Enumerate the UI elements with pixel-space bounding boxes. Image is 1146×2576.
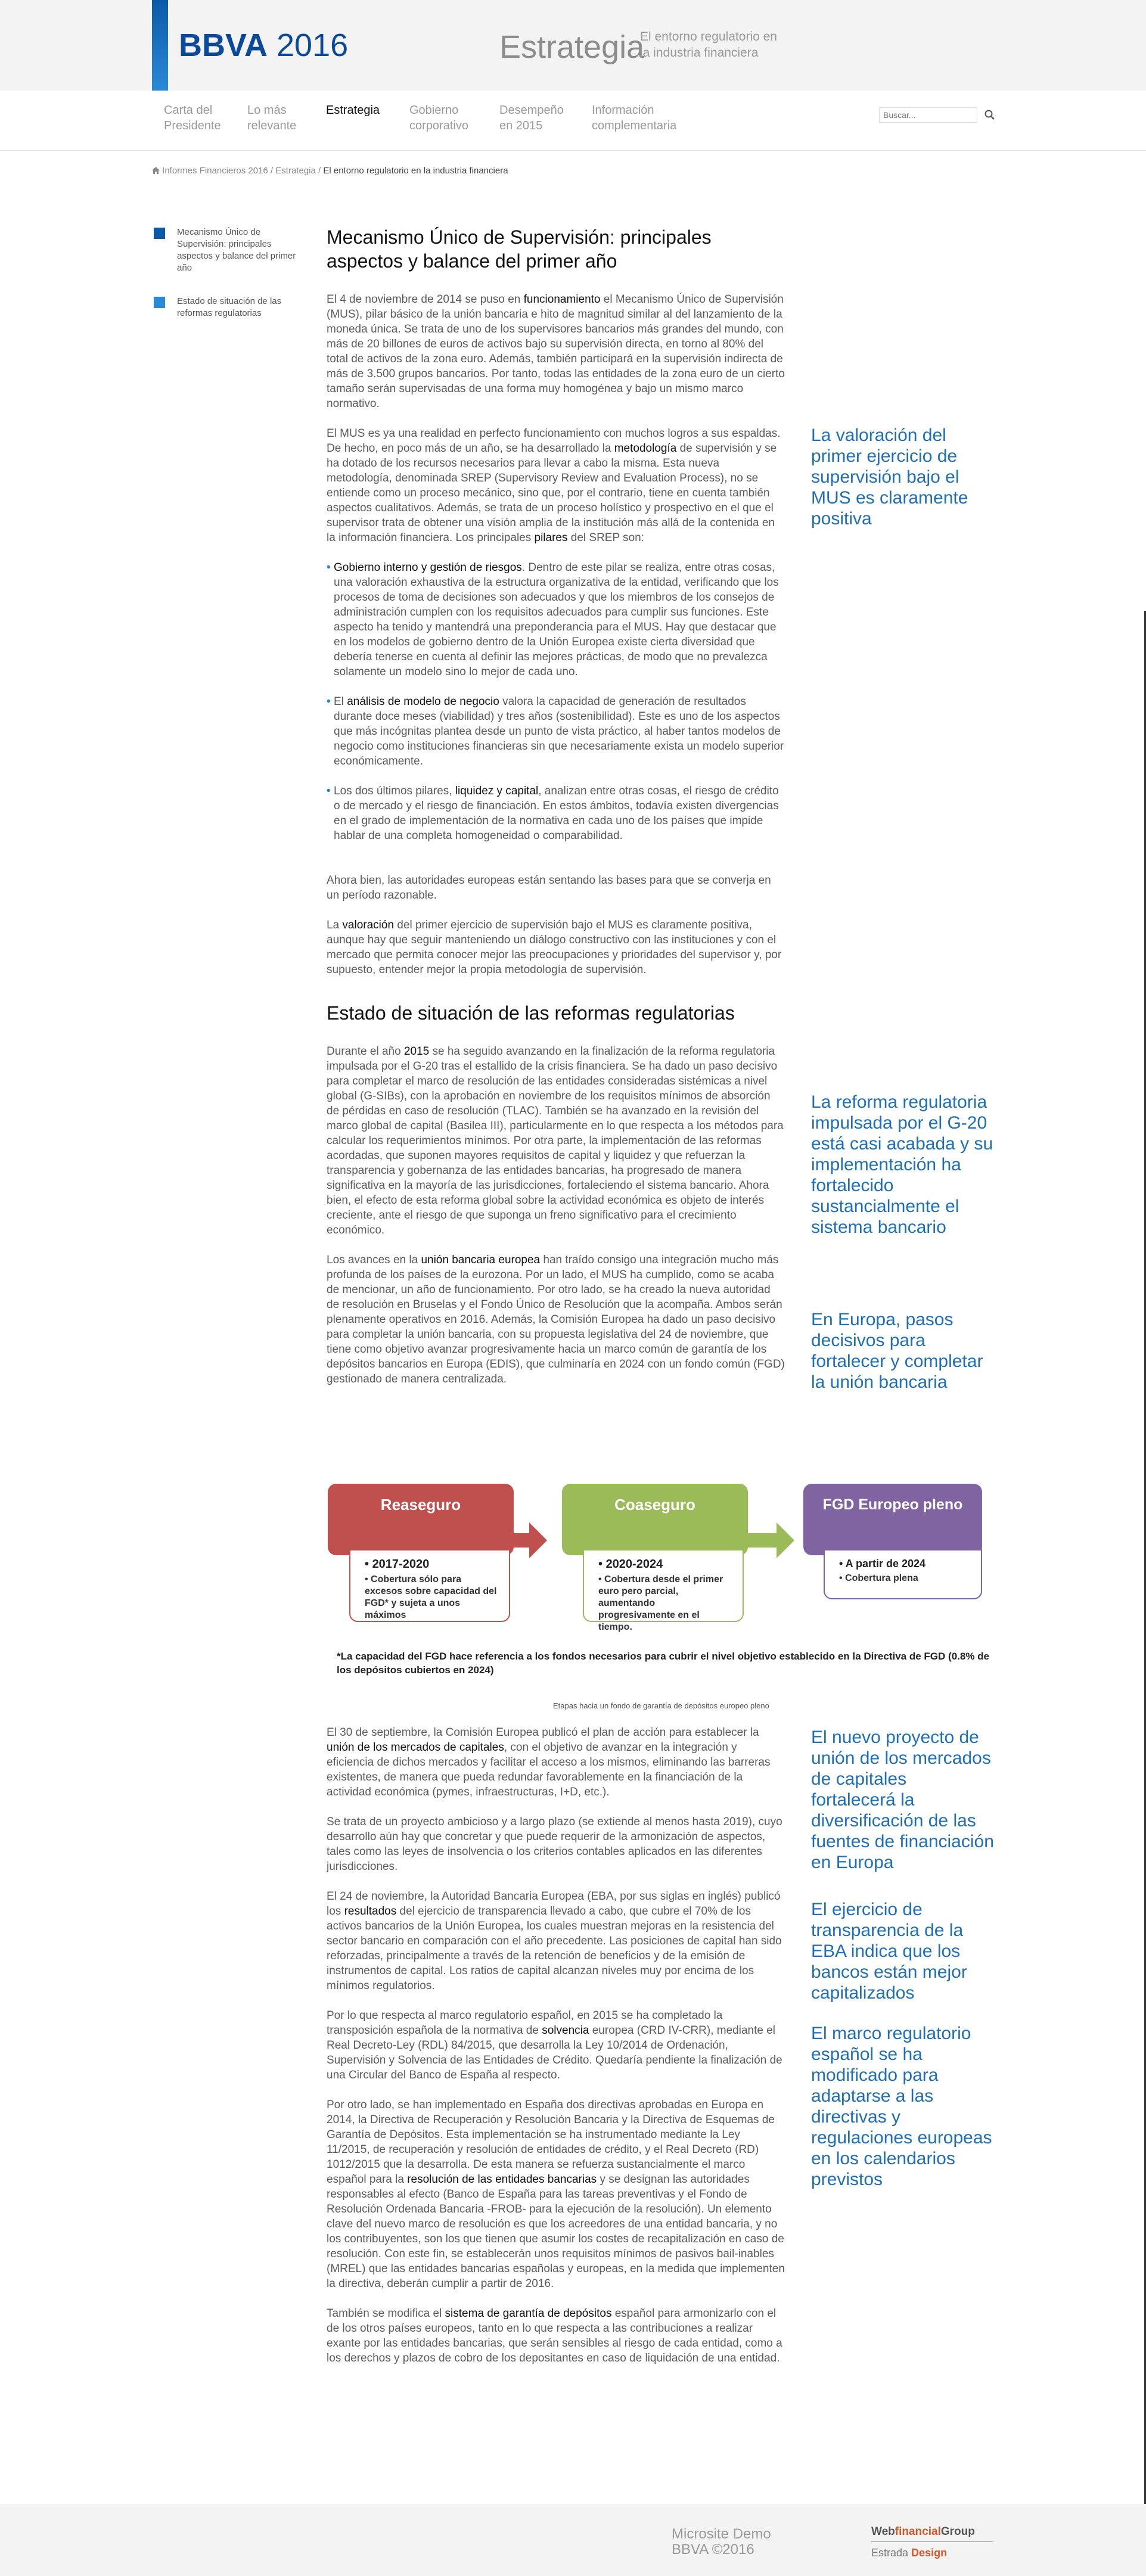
stage-desc: • Cobertura plena — [839, 1573, 973, 1584]
footer-copyright: Microsite Demo BBVA ©2016 — [672, 2526, 771, 2558]
breadcrumb-current: El entorno regulatorio en la industria financiera — [323, 166, 508, 176]
pull-quote: En Europa, pasos decisivos para fortalecer y completar la unión bancaria — [811, 1310, 983, 1392]
sidebar-item-reformas[interactable] — [152, 296, 307, 319]
nav-item-relevante[interactable]: Lo más relevante — [247, 104, 297, 132]
pull-quote: La reforma regulatoria impulsada por el G-20 está casi acabada y su implementación ha fortalecido sustancialmente el sistema bancario — [811, 1092, 993, 1237]
nav-item-estrategia[interactable]: Estrategia — [326, 104, 380, 117]
stage-desc: • Cobertura sólo para excesos sobre capacidad del FGD* y sujeta a unos máximos — [365, 1574, 501, 1621]
stage-years: • 2020-2024 — [598, 1558, 734, 1571]
paragraph: Por otro lado, se han implementado en España dos directivas aprobadas en Europa en 2014, la Directiva de Recuperación y Resolución Bancaria y la Directiva de Esquemas de Garantía de Depósitos. Esta implementación se ha instrumentado mediante la Ley 11/2015, de recuperación y resolución de entidades de crédito, y el Real Decreto (RD) 1012/2015 que la desarrolla. De esta manera se refuerza sustancialmente el marco español para la resolución de las entidades bancarias y se designan las autoridades responsables al efecto (Banco de España para las tareas preventivas y el Fondo de Resolución Ordenada Bancaria -FROB- para la ejecución de la resolución). Un elemento clave del nuevo marco de resolución es que los acreedores de una entidad bancaria, y no los contribuyentes, son los que tienen que asumir los costes de recapitalización en caso de resolución. Con este fin, se establecerán unos requisitos mínimos de pasivos bail-inables (MREL) que las entidades bancarias españolas y europeas, en la medida que implementen la directiva, deberán cumplir a partir de 2016. — [327, 2099, 785, 2290]
paragraph: El MUS es ya una realidad en perfecto funcionamiento con muchos logros a sus espaldas. De hecho, en poco más de un año, se ha desarrollado la metodología de supervisión y se ha dotado de los recursos necesarios para llevar a cabo la misma. Esta nueva metodología, denominada SREP (Supervisory Review and Evaluation Process), no se entiende como un proceso mecánico, sino que, por el contrario, tiene en cuenta también aspectos cualitativos. Además, se trata de un proceso holístico y prospectivo en el que el supervisor trata de obtener una visión amplia de la institución más allá de la contenida en la información financiera. Los principales pilares del SREP son: — [327, 427, 781, 544]
stage-title: Coaseguro — [614, 1496, 695, 1514]
sidebar-item-label: Estado de situación de las reformas regulatorias — [177, 296, 282, 318]
breadcrumb — [152, 166, 508, 176]
pull-quote: El ejercicio de transparencia de la EBA indica que los bancos están mejor capitalizados — [811, 1900, 967, 2003]
section-heading-reformas: Estado de situación de las reformas regulatorias — [327, 1002, 735, 1024]
paragraph: El 4 de noviembre de 2014 se puso en funcionamiento el Mecanismo Único de Supervisión (MUS), pilar básico de la unión bancaria e hito de magnitud similar al del lanzamiento de la moneda única. Se trata de uno de los supervisores bancarios más grandes del mundo, con más de 20 billones de euros de activos bajo su supervisión directa, en torno al 80% del total de activos de la zona euro. Además, también participará en la supervisión indirecta de más de 3.500 grupos bancarios. Por tanto, todas las entidades de la zona euro de un cierto tamaño serán supervisadas de una forma muy homogénea y bajo un mismo marco normativo. — [327, 293, 785, 410]
sidebar-item-label: Mecanismo Único de Supervisión: principales aspectos y balance del primer año — [177, 227, 296, 273]
stage-years: • A partir de 2024 — [839, 1558, 973, 1570]
stage-coaseguro — [562, 1484, 748, 1555]
site-footer — [0, 2504, 1146, 2576]
nav-item-informacion[interactable]: Información complementaria — [592, 104, 677, 132]
search-button[interactable] — [982, 107, 998, 123]
home-icon — [152, 167, 160, 174]
paragraph: Se trata de un proyecto ambicioso y a largo plazo (se extiende al menos hasta 2019), cuyo desarrollo aún hay que concretar y que puede requerir de la armonización de aspectos, tales como las leyes de insolvencia o los criterios contables aplicados en las diferentes jurisdicciones. — [327, 1816, 782, 1873]
stage-fgd-pleno — [803, 1484, 982, 1555]
stage-coaseguro-box — [583, 1549, 744, 1632]
paragraph: Ahora bien, las autoridades europeas están sentando las bases para que se converja en un período razonable. — [327, 874, 771, 902]
list-item: • Gobierno interno y gestión de riesgos. Dentro de este pilar se realiza, entre otras cosas, una valoración exhaustiva de la estructura organizativa de la entidad, verificando que los procesos de toma de decisiones son adecuados y que los miembros de los consejos de administración cumplen con los requisitos adecuados para cumplir sus funciones. Este aspecto ha tenido y mantendrá una preponderancia para el MUS. Hay que destacar que en los modelos de gobierno dentro de la Unión Europea existe cierta diversidad que debería tenerse en cuenta al definir las mejores prácticas, de modo que no prevalezca solamente un modelo sino lo mejor de cada uno. — [327, 560, 785, 679]
paragraph: El 30 de septiembre, la Comisión Europea publicó el plan de acción para establecer la unión de los mercados de capitales, con el objetivo de avanzar en la integración y eficiencia de dichos mercados y facilitar el acceso a los mismos, eliminando las barreras existentes, de manera que pueda redundar favorablemente en la financiación de la actividad económica (pymes, infraestructuras, I+D, etc.). — [327, 1726, 771, 1798]
search-icon — [982, 107, 998, 123]
srep-pillars-list — [327, 560, 785, 843]
webfinancialgroup-logo[interactable]: WebfinancialGroup — [871, 2525, 975, 2538]
nav-item-carta[interactable]: Carta del Presidente — [164, 104, 221, 132]
main-content — [327, 225, 785, 1402]
bbva-logo[interactable]: BBVA 2016 — [179, 27, 349, 63]
sidebar-marker-icon — [154, 228, 165, 239]
list-item: • El análisis de modelo de negocio valora la capacidad de generación de resultados durante doce meses (viabilidad) y tres años (sostenibilidad). Este es uno de los aspectos que más incógnitas plantea desde un punto de vista práctico, al haber tantos modelos de negocio como instituciones financieras sin que necesariamente exista un modelo superior económicamente. — [327, 694, 785, 769]
stage-title: FGD Europeo pleno — [822, 1496, 963, 1513]
edis-stages-diagram — [327, 1484, 1000, 1716]
stage-title: Reaseguro — [380, 1496, 461, 1514]
footer-divider — [871, 2541, 993, 2542]
main-content-continued — [327, 1725, 785, 2381]
section-subtitle: El entorno regulatorio en la industria financiera — [640, 30, 777, 60]
breadcrumb-sep: / — [270, 166, 274, 176]
arrow-right-icon — [499, 1522, 547, 1558]
estrada-design-logo[interactable]: Estrada Design — [871, 2547, 948, 2559]
paragraph: Los avances en la unión bancaria europea han traído consigo una integración mucho más profunda de los países de la eurozona. Por un lado, el MUS ha cumplido, como se acaba de mencionar, un año de funcionamiento. Por otro lado, se ha creado la nueva autoridad de resolución en Bruselas y el Fondo Único de Resolución que la acompaña. Ambos serán plenamente operativos en 2016. Además, la Comisión Europea ha dado un paso decisivo para completar la unión bancaria, con su propuesta legislativa del 24 de noviembre, que tiene como objetivo avanzar progresivamente hacia un marco común de garantía de los depósitos bancarios en Europa (EDIS), que culminaría en 2024 con un fondo común (FGD) gestionado de manera centralizada. — [327, 1254, 785, 1385]
stage-reaseguro-box — [349, 1549, 510, 1622]
diagram-caption: Etapas hacia un fondo de garantía de depósitos europeo pleno — [553, 1701, 769, 1710]
diagram-footnote: *La capacidad del FGD hace referencia a los fondos necesarios para cubrir el nivel objetivo establecido en la Directiva de FGD (0.8% de los depósitos cubiertos en 2024) — [337, 1651, 989, 1676]
section-heading-mus: Mecanismo Único de Supervisión: principales aspectos y balance del primer año — [327, 226, 712, 272]
breadcrumb-sep: / — [318, 166, 321, 176]
arrow-right-icon — [747, 1522, 794, 1558]
breadcrumb-estrategia[interactable]: Estrategia — [275, 166, 316, 176]
paragraph: También se modifica el sistema de garantía de depósitos español para armonizarlo con el de los otros países europeos, tanto en lo que respecta a las contribuciones a realizar exante por las entidades bancarias, que serán sensibles al riesgo de cada entidad, como a los derechos y plazos de cobro de los depositantes en caso de liquidación de una entidad. — [327, 2307, 782, 2364]
stage-years: • 2017-2020 — [365, 1558, 501, 1571]
list-item: • Los dos últimos pilares, liquidez y capital, analizan entre otras cosas, el riesgo de crédito o de mercado y el riesgo de financiación. En estos ámbitos, todavía existen divergencias en el grado de implementación de la normativa en cada uno de los países que impide hablar de una completa homogeneidad o comparabilidad. — [327, 784, 785, 843]
pull-quote: El marco regulatorio español se ha modificado para adaptarse a las directivas y regulaciones europeas en los calendarios previstos — [811, 2024, 992, 2189]
paragraph: El 24 de noviembre, la Autoridad Bancaria Europea (EBA, por sus siglas en inglés) publicó los resultados del ejercicio de transparencia llevado a cabo, que cubre el 70% de los activos bancarios de la Unión Europea, los cuales muestran mejoras en la resistencia del sector bancario en comparación con el año precedente. Las posiciones de capital han sido reforzadas, principalmente a través de la retención de beneficios y de la emisión de instrumentos de capital. Los ratios de capital alcanzan niveles muy por encima de los mínimos regulatorios. — [327, 1890, 782, 1992]
stage-desc: • Cobertura desde el primer euro pero parcial, aumentando progresivamente en el tiempo. — [598, 1574, 734, 1633]
section-title: Estrategia — [499, 29, 645, 65]
nav-item-desempeno[interactable]: Desempeño en 2015 — [499, 104, 564, 132]
stage-fgd-pleno-box — [824, 1549, 982, 1599]
site-header — [0, 0, 1146, 91]
paragraph: Durante el año 2015 se ha seguido avanzando en la finalización de la reforma regulatoria impulsada por el G-20 tras el estallido de la crisis financiera. Se ha dado un paso decisivo para completar el marco de resolución de las entidades consideradas sistémicas a nivel global (G-SIBs), con la aprobación en noviembre de los requisitos mínimos de absorción de pérdidas en caso de resolución (TLAC). También se ha avanzado en la revisión del marco global de capital (Basilea III), particularmente en lo que respecta a los métodos para calcular los requerimientos mínimos. Por otra parte, la implementación de las reformas acordadas, que suponen mayores requisitos de capital y liquidez y que refuerzan la transparencia y gobernanza de las entidades bancarias, ha progresado de manera significativa en la mayoría de las jurisdicciones, fortaleciendo el sistema bancario. Ahora bien, el efecto de esta reforma global sobre la actividad económica es objeto de interés creciente, ante el riesgo de que suponga un freno significativo para el crecimiento económico. — [327, 1045, 784, 1236]
paragraph: Por lo que respecta al marco regulatorio español, en 2015 se ha completado la transposición española de la normativa de solvencia europea (CRD IV-CRR), mediante el Real Decreto-Ley (RDL) 84/2015, que desarrolla la Ley 10/2014 de Ordenación, Supervisión y Solvencia de las Entidades de Crédito. Quedaría pendiente la finalización de una Circular del Banco de España al respecto. — [327, 2009, 782, 2081]
sidebar-item-mus[interactable] — [152, 226, 307, 274]
stage-reaseguro — [328, 1484, 514, 1555]
paragraph: La valoración del primer ejercicio de supervisión bajo el MUS es claramente positiva, aunque hay que seguir manteniendo un diálogo constructivo con las instituciones y con el mercado que permita conocer mejor las preocupaciones y prioridades del supervisor y, por supuesto, entender mejor la propia metodología de supervisión. — [327, 919, 782, 976]
sidebar-marker-icon — [154, 297, 165, 308]
nav-item-gobierno[interactable]: Gobierno corporativo — [409, 104, 468, 132]
brand-bar — [152, 0, 168, 91]
sidebar — [152, 226, 307, 341]
pull-quote: El nuevo proyecto de unión de los mercados de capitales fortalecerá la diversificación de las fuentes de financiación en Europa — [811, 1727, 994, 1872]
breadcrumb-home[interactable]: Informes Financieros 2016 — [162, 166, 268, 176]
search-input[interactable] — [879, 107, 977, 123]
pull-quote: La valoración del primer ejercicio de supervisión bajo el MUS es claramente positiva — [811, 425, 968, 529]
